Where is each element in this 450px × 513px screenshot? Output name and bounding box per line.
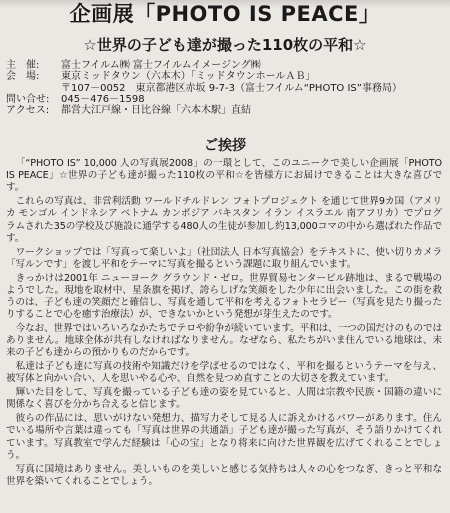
info-value: 都営大江戸線・日比谷線「六本木駅」直結 xyxy=(61,105,251,117)
greeting-paragraph: 彼らの作品には、思いがけない発想力、描写力そして見る人に訴えかけるパワーがあります。住んでいる場所や言葉は違っても「写真は世界の共通語」子ども達が撮った写真が、そう語りかけてくれています。写真教室で学んだ経験は「心の宝」となり将来に向けた世界観を広げてくれることでしょう。 xyxy=(6,413,442,461)
info-label: 主 催: xyxy=(6,60,40,71)
exhibition-title: 企画展「PHOTO IS PEACE」 xyxy=(69,2,381,26)
info-value: 〒107－0052 東京都港区赤坂 9-7-3（富士フイルム“PHOTO IS”事務局） xyxy=(61,82,402,94)
info-label: アクセス: xyxy=(6,105,50,117)
event-info xyxy=(6,60,446,116)
info-value: 045－476－1598 xyxy=(61,93,145,105)
greeting-paragraph: ワークショップでは「写真って楽しいよ」（社団法人 日本写真協会）をテキストに、使い切りカメラ「写ルンです」を渡し平和をテーマに写真を撮るという課題に取り組んでいます。 xyxy=(6,246,442,270)
greeting-paragraph: 「“PHOTO IS” 10,000 人の写真展2008」の一環として、このユニークで美しい企画展「PHOTO IS PEACE」☆世界の子ども達が撮った110枚の平和☆を皆様方にお届けできることは大きな喜びです。 xyxy=(6,158,442,194)
greeting-paragraph: きっかけは2001年 ニューヨーク グラウンド・ゼロ。世界貿易センタービル跡地は、まるで戦場のようでした。現地を取材中、星条旗を掲げ、誇らしげな笑顔をした少年に出会いました。この街を救うのは、子ども達の笑顔だと確信し、写真を通して平和を考えるフォトセラピー（写真を見たり撮ったりすることで心を癒す治療法）が、できないかという発想が芽生えたのです。 xyxy=(6,272,442,321)
info-value: 富士フイルム㈱ 富士フイルムイメージング㈱ xyxy=(61,60,261,71)
info-row-address xyxy=(6,83,446,94)
greeting-heading: ご挨拶 xyxy=(204,138,246,154)
info-value: 東京ミッドタウン（六本木）「ミッドタウンホールＡＢ」 xyxy=(61,71,316,83)
info-label xyxy=(6,83,61,94)
greeting-body xyxy=(6,158,442,490)
exhibition-subtitle: ☆世界の子ども達が撮った110枚の平和☆ xyxy=(83,36,367,54)
info-row-organizer xyxy=(6,60,446,71)
info-row-venue xyxy=(6,71,446,82)
greeting-paragraph: 今なお、世界ではいろいろなかたちでテロや紛争が続いています。平和は、一つの国だけのものではありません。地球全体が共有しなければなりません。なぜなら、私たちがいま住んでいる地球は、未来の子ども達からの預かりものだからです。 xyxy=(6,323,442,359)
info-label: 問い合せ: xyxy=(6,93,50,105)
info-row-contact xyxy=(6,94,446,105)
greeting-paragraph: 私達は子ども達に写真の技術や知識だけを学ばせるのではなく、平和を撮るというテーマを与え、被写体と向かい合い、人を思いやる心や、自然を見つめ直すことの大切さを教えています。 xyxy=(6,361,442,385)
greeting-paragraph: 輝いた目をして、写真を撮っている子ども達の姿を見ていると、人間は宗教や民族・国籍の違いに関係なく喜びを分かち合えると信じます。 xyxy=(6,387,442,411)
greeting-paragraph: 写真に国境はありません。美しいものを美しいと感じる気持ちは人々の心をつなぎ、きっと平和な世界を築いてくれることでしょう。 xyxy=(6,463,442,487)
greeting-paragraph: これらの写真は、非営利活動 ワールドチルドレン フォトプロジェクト を通じて世界9カ国（アメリカ モンゴル インドネシア ベトナム カンボジア パキスタン イラン イスラエル 南アフリカ）でプログラムされた35の学校及び施設に通学する480人の生徒が参加し約13,000コマの中から選ばれた作品です。 xyxy=(6,196,442,244)
info-label: 会 場: xyxy=(6,71,40,83)
info-row-access xyxy=(6,105,446,116)
